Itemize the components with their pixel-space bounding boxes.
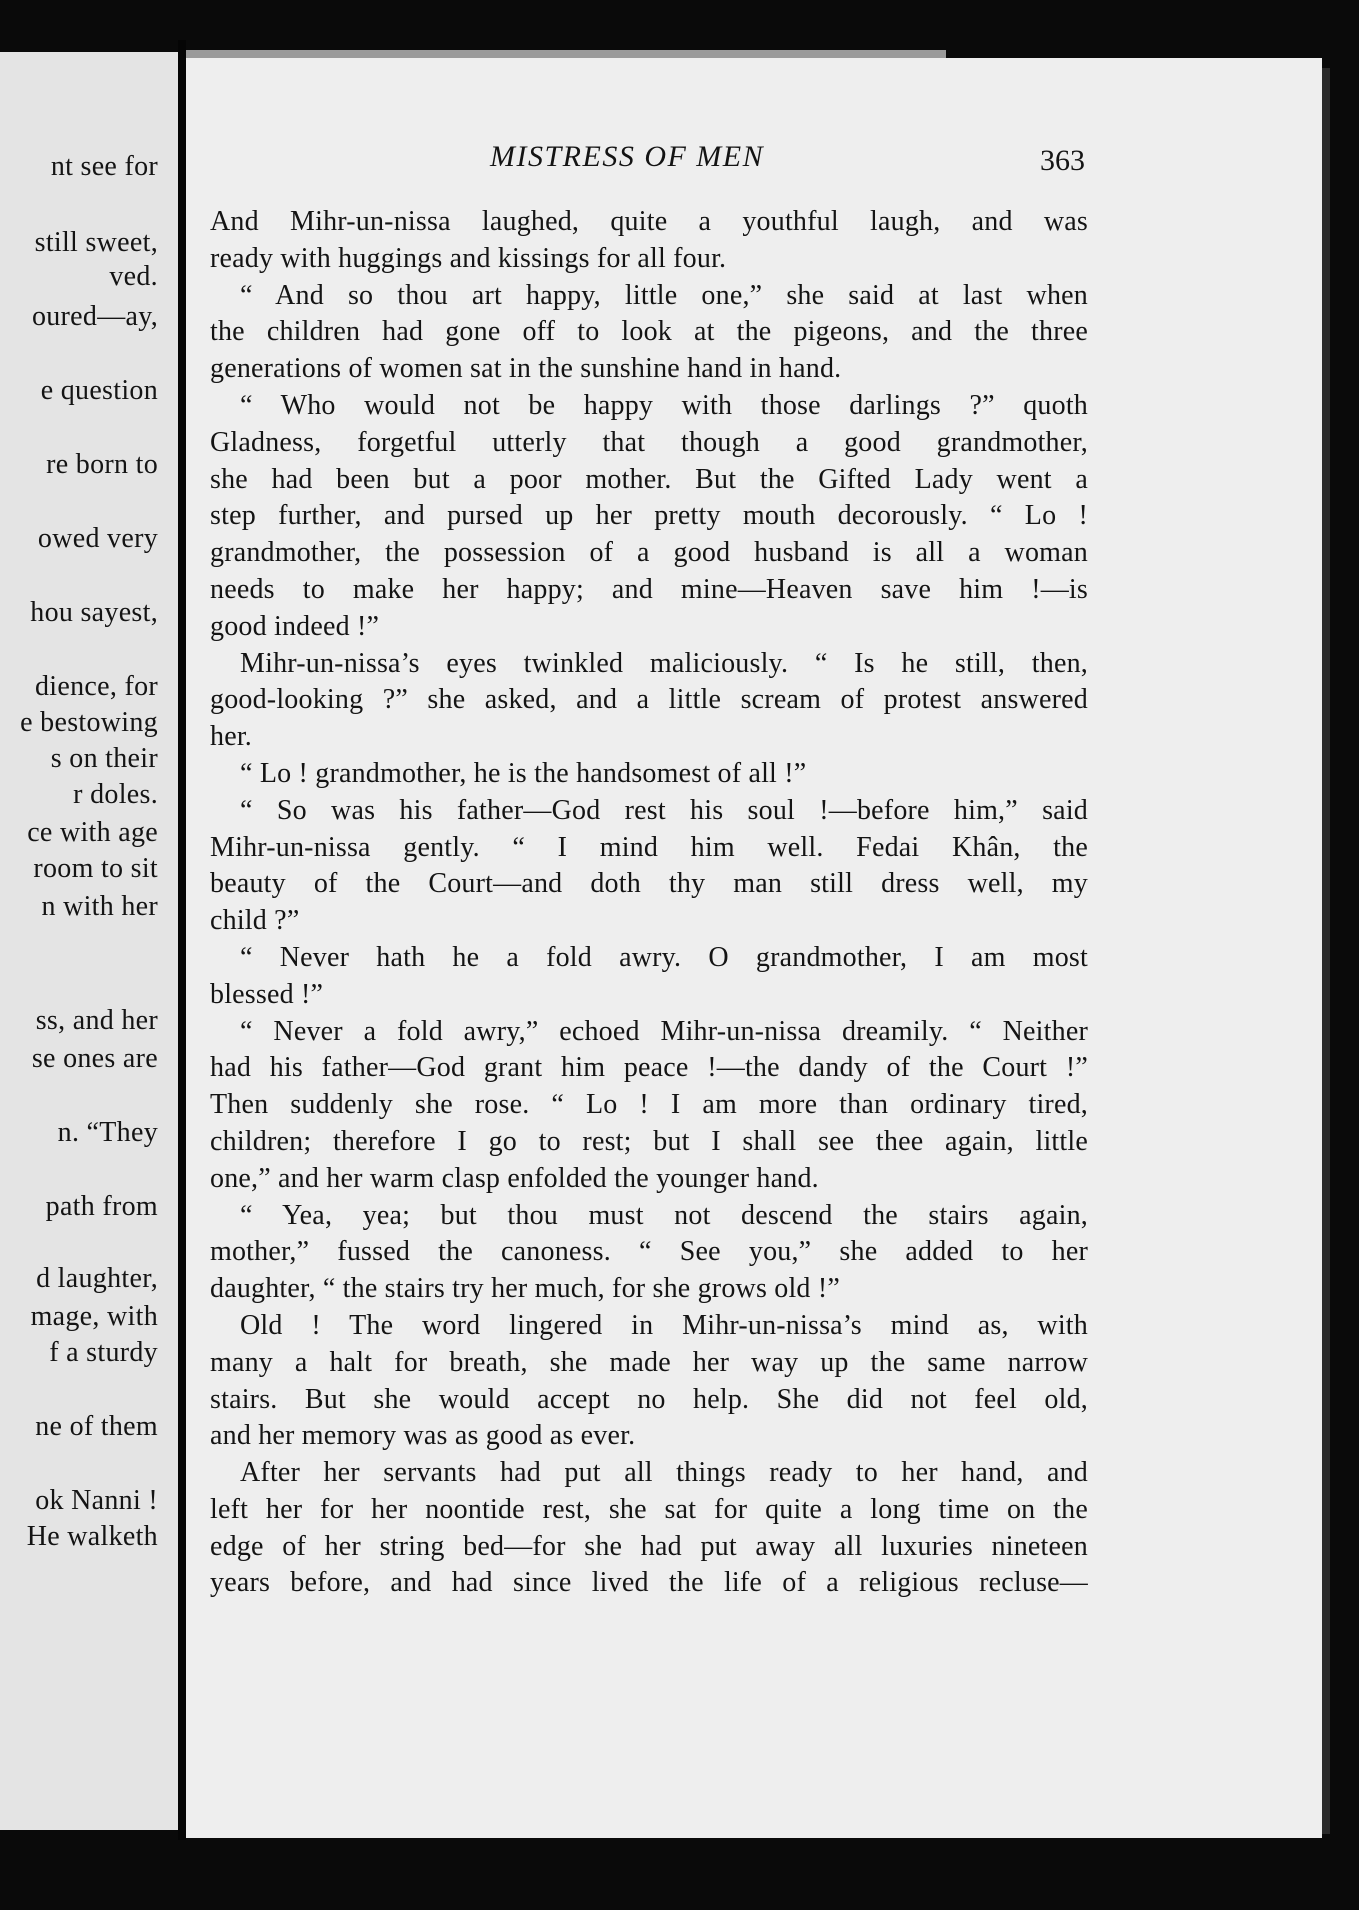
text-line: “ Who would not be happy with those darlings ?” quoth <box>240 389 1088 421</box>
text-line: her. <box>210 721 253 753</box>
page-header <box>186 140 1322 190</box>
left-page-line: re born to <box>46 449 158 480</box>
text-line: she had been but a poor mother. But the Gifted Lady went a <box>210 463 1088 495</box>
text-line: Then suddenly she rose. “ Lo ! I am more than ordinary tired, <box>210 1089 1088 1121</box>
text-line: After her servants had put all things ready to her hand, and <box>240 1457 1088 1489</box>
left-page-line: ne of them <box>35 1411 158 1442</box>
text-line: the children had gone off to look at the pigeons, and the three <box>210 316 1088 348</box>
text-line: daughter, “ the stairs try her much, for she grows old !” <box>210 1273 840 1305</box>
left-page-line: d laughter, <box>36 1263 158 1294</box>
text-line: generations of women sat in the sunshine hand in hand. <box>210 353 842 385</box>
text-line: Old ! The word lingered in Mihr-un-nissa’s mind as, with <box>240 1309 1088 1341</box>
left-page-line: oured—ay, <box>31 301 158 332</box>
left-page-line: path from <box>45 1191 158 1222</box>
text-line: beauty of the Court—and doth thy man still dress well, my <box>210 868 1088 900</box>
text-line: “ And so thou art happy, little one,” she said at last when <box>240 279 1088 311</box>
text-line: edge of her string bed—for she had put away all luxuries nineteen <box>210 1530 1088 1562</box>
left-page-line: n. “They <box>57 1117 158 1148</box>
text-line: years before, and had since lived the life of a religious recluse— <box>210 1567 1088 1599</box>
left-page-line: se ones are <box>31 1043 158 1074</box>
left-page-line: room to sit <box>33 853 158 884</box>
text-line: “ Never a fold awry,” echoed Mihr-un-nissa dreamily. “ Neither <box>240 1015 1088 1047</box>
text-line: “ Yea, yea; but thou must not descend the stairs again, <box>240 1199 1088 1231</box>
text-line: one,” and her warm clasp enfolded the younger hand. <box>210 1162 819 1194</box>
left-page-line: e bestowing <box>20 707 158 738</box>
text-line: “ So was his father—God rest his soul !—before him,” said <box>240 794 1088 826</box>
text-line: needs to make her happy; and mine—Heaven save him !—is <box>210 573 1088 605</box>
text-line: children; therefore I go to rest; but I shall see thee again, little <box>210 1125 1088 1157</box>
left-page-line: hou sayest, <box>30 597 158 628</box>
left-page-line: ss, and her <box>35 1005 158 1036</box>
left-page-line: still sweet, <box>34 227 158 258</box>
left-page-line: n with her <box>41 891 158 922</box>
text-line: “ Never hath he a fold awry. O grandmother, I am most <box>240 941 1088 973</box>
text-line: mother,” fussed the canoness. “ See you,” she added to her <box>210 1236 1088 1268</box>
text-line: child ?” <box>210 905 300 937</box>
left-page-line: r doles. <box>73 779 158 810</box>
text-line: blessed !” <box>210 978 324 1010</box>
text-line: grandmother, the possession of a good husband is all a woman <box>210 537 1088 569</box>
left-page-line: ce with age <box>27 817 158 848</box>
text-line: step further, and pursed up her pretty mouth decorously. “ Lo ! <box>210 500 1088 532</box>
text-line: stairs. But she would accept no help. She did not feel old, <box>210 1383 1088 1415</box>
left-page-line: ved. <box>109 261 158 292</box>
left-page-fragment <box>0 52 178 1830</box>
running-head: MISTRESS OF MEN <box>490 140 765 173</box>
text-line: ready with huggings and kissings for all four. <box>210 242 727 274</box>
text-line: “ Lo ! grandmother, he is the handsomest of all !” <box>240 757 807 789</box>
left-page-line: mage, with <box>30 1301 158 1332</box>
body-text <box>210 204 1088 1602</box>
text-line: left her for her noontide rest, she sat for quite a long time on the <box>210 1493 1088 1525</box>
text-line: good indeed !” <box>210 610 380 642</box>
text-line: Mihr-un-nissa’s eyes twinkled maliciously. “ Is he still, then, <box>240 647 1088 679</box>
page-top-edge <box>186 50 946 58</box>
left-page-line: f a sturdy <box>49 1337 158 1368</box>
left-page-line: nt see for <box>50 151 158 182</box>
text-line: had his father—God grant him peace !—the dandy of the Court !” <box>210 1052 1088 1084</box>
book-gutter <box>178 40 186 1840</box>
text-line: Gladness, forgetful utterly that though a good grandmother, <box>210 426 1088 458</box>
text-line: and her memory was as good as ever. <box>210 1420 636 1452</box>
text-line: good-looking ?” she asked, and a little scream of protest answered <box>210 684 1088 716</box>
left-page-line: s on their <box>50 743 158 774</box>
left-page-line: e question <box>40 375 158 406</box>
left-page-line: He walketh <box>26 1521 158 1552</box>
text-line: many a halt for breath, she made her way up the same narrow <box>210 1346 1088 1378</box>
right-page <box>186 58 1322 1838</box>
left-page-line: ok Nanni ! <box>35 1485 158 1516</box>
text-line: Mihr-un-nissa gently. “ I mind him well. Fedai Khân, the <box>210 831 1088 863</box>
page-number: 363 <box>1040 144 1085 177</box>
text-line: And Mihr-un-nissa laughed, quite a youthful laugh, and was <box>210 206 1088 237</box>
left-page-line: dience, for <box>34 671 158 702</box>
left-page-line: owed very <box>37 523 158 554</box>
